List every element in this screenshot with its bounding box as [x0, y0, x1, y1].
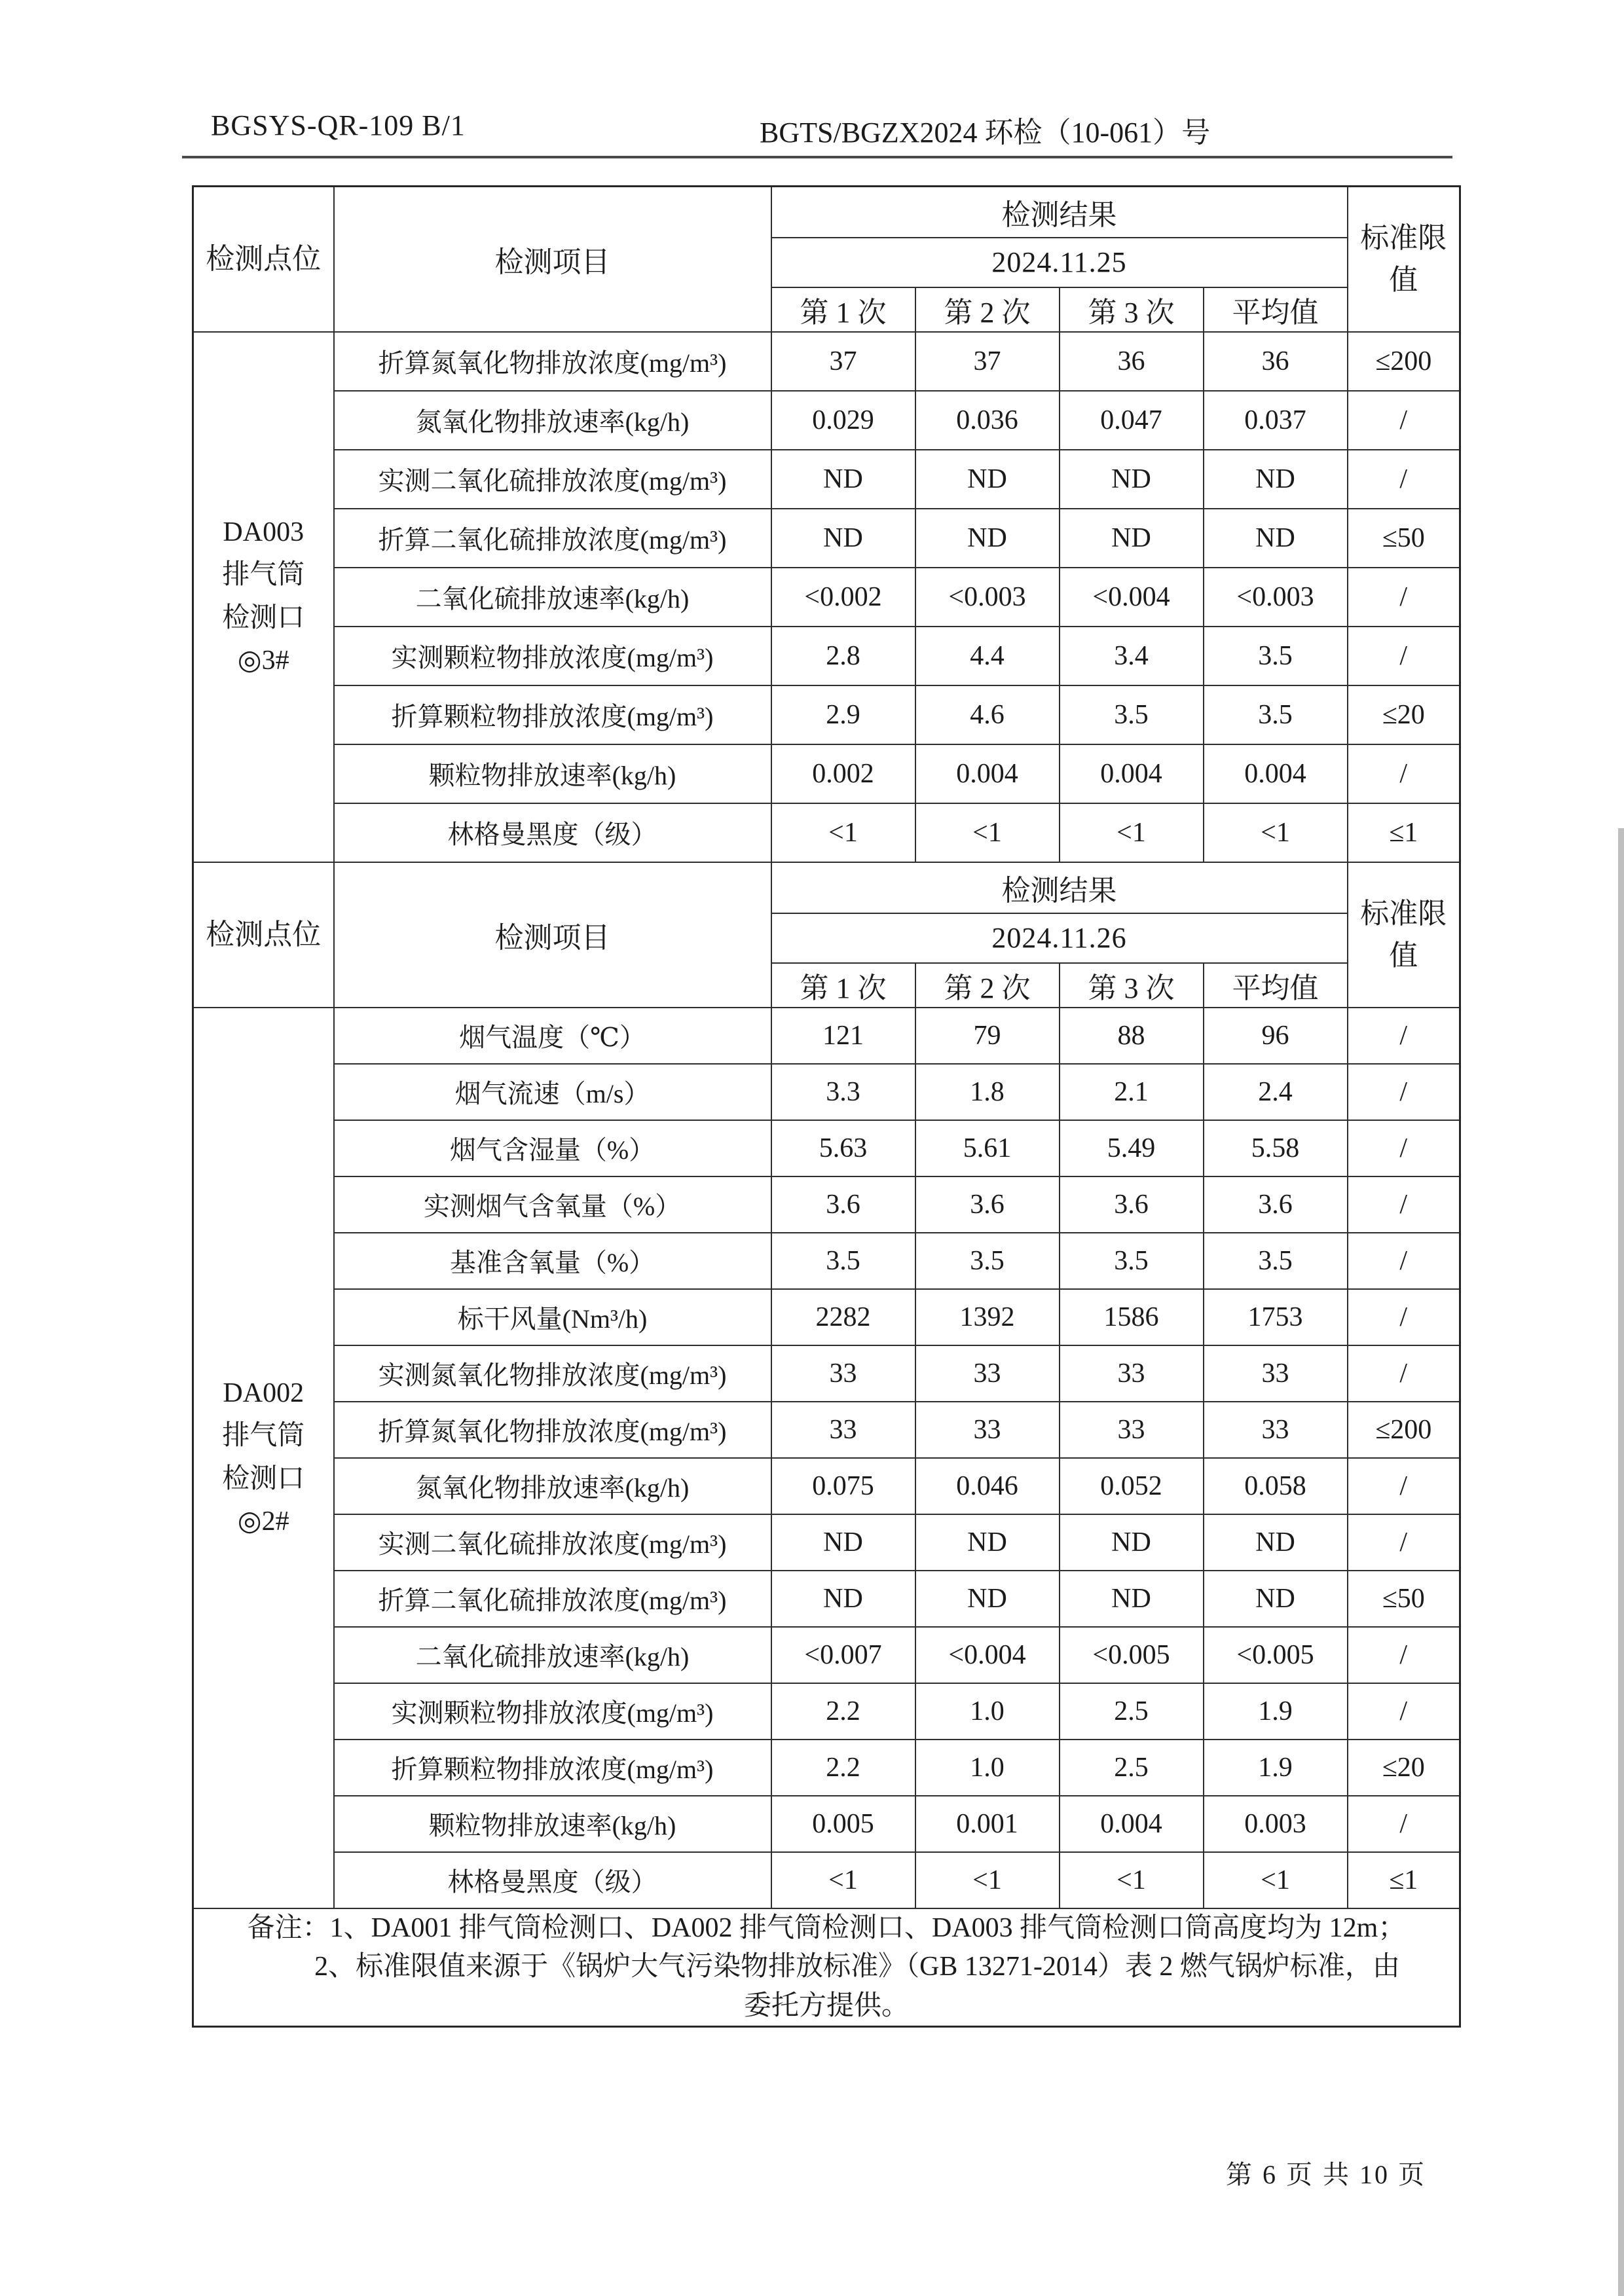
- value-cell: <0.005: [1204, 1627, 1348, 1683]
- table-row: [193, 1627, 1460, 1683]
- limit-cell: /: [1348, 1458, 1460, 1514]
- value-cell: 3.5: [1060, 685, 1204, 744]
- table-row: [193, 1796, 1460, 1852]
- value-cell: 3.6: [1204, 1176, 1348, 1233]
- value-cell: 3.5: [771, 1233, 915, 1289]
- notes-section: [193, 1908, 1460, 2027]
- value-cell: 2.4: [1204, 1064, 1348, 1120]
- value-cell: <0.002: [771, 568, 915, 627]
- item-cell: 二氧化硫排放速率(kg/h): [334, 1627, 771, 1683]
- report-table-body: [193, 187, 1460, 1908]
- value-cell: 5.49: [1060, 1120, 1204, 1176]
- item-cell: 烟气温度（℃）: [334, 1008, 771, 1064]
- table-row: [193, 1571, 1460, 1627]
- value-cell: 121: [771, 1008, 915, 1064]
- table-row: [193, 509, 1460, 568]
- item-cell: 烟气流速（m/s）: [334, 1064, 771, 1120]
- value-cell: ND: [1060, 1571, 1204, 1627]
- value-cell: <1: [771, 803, 915, 862]
- value-cell: 0.075: [771, 1458, 915, 1514]
- value-cell: 5.63: [771, 1120, 915, 1176]
- page-number: 第 6 页 共 10 页: [1226, 2160, 1426, 2189]
- value-cell: <0.007: [771, 1627, 915, 1683]
- value-cell: ND: [771, 450, 915, 509]
- limit-cell: /: [1348, 1120, 1460, 1176]
- item-cell: 林格曼黑度（级）: [334, 803, 771, 862]
- value-cell: 3.5: [915, 1233, 1060, 1289]
- point-line: DA002: [223, 1378, 304, 1409]
- value-cell: 0.036: [915, 391, 1060, 450]
- value-cell: 36: [1204, 332, 1348, 391]
- table-row: [193, 1176, 1460, 1233]
- table-row: [193, 627, 1460, 685]
- notes-cell: [193, 1908, 1460, 2027]
- table-row: [193, 1683, 1460, 1740]
- item-cell: 实测氮氧化物排放浓度(mg/m³): [334, 1345, 771, 1402]
- item-cell: 实测二氧化硫排放浓度(mg/m³): [334, 450, 771, 509]
- value-cell: 33: [1060, 1402, 1204, 1458]
- value-cell: <1: [1204, 1852, 1348, 1908]
- limit-cell: /: [1348, 1064, 1460, 1120]
- run-header: 第 2 次: [915, 287, 1060, 332]
- value-cell: 0.047: [1060, 391, 1204, 450]
- table-row: [193, 1064, 1460, 1120]
- value-cell: ND: [1060, 450, 1204, 509]
- value-cell: ND: [1204, 1571, 1348, 1627]
- notes-row: [193, 1908, 1460, 2027]
- value-cell: 0.001: [915, 1796, 1060, 1852]
- run-header: 平均值: [1204, 287, 1348, 332]
- table-row: [193, 1402, 1460, 1458]
- value-cell: 0.004: [1204, 744, 1348, 803]
- value-cell: 1.9: [1204, 1740, 1348, 1796]
- value-cell: 1586: [1060, 1289, 1204, 1345]
- value-cell: 3.5: [1060, 1233, 1204, 1289]
- limit-cell: ≤50: [1348, 1571, 1460, 1627]
- value-cell: 0.002: [771, 744, 915, 803]
- value-cell: 5.61: [915, 1120, 1060, 1176]
- limit-cell: /: [1348, 450, 1460, 509]
- value-cell: 0.004: [1060, 744, 1204, 803]
- value-cell: 2.1: [1060, 1064, 1204, 1120]
- value-cell: ND: [771, 1514, 915, 1571]
- value-cell: 3.3: [771, 1064, 915, 1120]
- date-header: 2024.11.25: [771, 238, 1348, 287]
- value-cell: 1.9: [1204, 1683, 1348, 1740]
- item-cell: 折算颗粒物排放浓度(mg/m³): [334, 1740, 771, 1796]
- table-row: [193, 332, 1460, 391]
- point-line: 排气筒: [222, 560, 305, 591]
- value-cell: 3.5: [1204, 1233, 1348, 1289]
- run-header: 第 3 次: [1060, 963, 1204, 1008]
- point-line: ◎3#: [237, 645, 289, 676]
- value-cell: ND: [1204, 450, 1348, 509]
- value-cell: 2.8: [771, 627, 915, 685]
- value-cell: 3.6: [1060, 1176, 1204, 1233]
- value-cell: 88: [1060, 1008, 1204, 1064]
- item-cell: 折算二氧化硫排放浓度(mg/m³): [334, 1571, 771, 1627]
- limit-cell: /: [1348, 1627, 1460, 1683]
- value-cell: <0.003: [915, 568, 1060, 627]
- value-cell: 2.5: [1060, 1740, 1204, 1796]
- item-cell: 折算氮氧化物排放浓度(mg/m³): [334, 332, 771, 391]
- run-header: 平均值: [1204, 963, 1348, 1008]
- value-cell: 2.9: [771, 685, 915, 744]
- table-row: [193, 1345, 1460, 1402]
- value-cell: ND: [915, 450, 1060, 509]
- value-cell: ND: [1060, 509, 1204, 568]
- table-row: [193, 1233, 1460, 1289]
- limit-cell: /: [1348, 568, 1460, 627]
- item-cell: 林格曼黑度（级）: [334, 1852, 771, 1908]
- table-row: [193, 685, 1460, 744]
- limit-cell: /: [1348, 1796, 1460, 1852]
- scan-artifact: [1618, 828, 1624, 2296]
- run-header: 第 2 次: [915, 963, 1060, 1008]
- limit-header: 标准限值: [1348, 187, 1460, 332]
- value-cell: 2.5: [1060, 1683, 1204, 1740]
- section-header-row: [193, 862, 1460, 913]
- table-row: [193, 1289, 1460, 1345]
- value-cell: <1: [1060, 803, 1204, 862]
- value-cell: <1: [771, 1852, 915, 1908]
- value-cell: 0.004: [1060, 1796, 1204, 1852]
- value-cell: 0.058: [1204, 1458, 1348, 1514]
- value-cell: 4.4: [915, 627, 1060, 685]
- limit-cell: ≤20: [1348, 685, 1460, 744]
- item-cell: 实测颗粒物排放浓度(mg/m³): [334, 1683, 771, 1740]
- value-cell: 33: [1060, 1345, 1204, 1402]
- value-cell: 3.6: [771, 1176, 915, 1233]
- limit-cell: /: [1348, 744, 1460, 803]
- item-cell: 氮氧化物排放速率(kg/h): [334, 391, 771, 450]
- value-cell: 33: [915, 1345, 1060, 1402]
- limit-cell: /: [1348, 1289, 1460, 1345]
- item-cell: 氮氧化物排放速率(kg/h): [334, 1458, 771, 1514]
- value-cell: ND: [915, 1571, 1060, 1627]
- note-line-1: 备注：1、DA001 排气筒检测口、DA002 排气筒检测口、DA003 排气筒检测口筒高度均为 12m；: [247, 1912, 1406, 1943]
- table-row: [193, 1852, 1460, 1908]
- table-row: [193, 1740, 1460, 1796]
- table-row: [193, 1120, 1460, 1176]
- point-line: 检测口: [222, 1463, 305, 1494]
- item-cell: 折算二氧化硫排放浓度(mg/m³): [334, 509, 771, 568]
- point-line: ◎2#: [237, 1506, 289, 1537]
- point-line: 检测口: [222, 602, 305, 633]
- table-row: [193, 450, 1460, 509]
- value-cell: 0.003: [1204, 1796, 1348, 1852]
- table-row: [193, 744, 1460, 803]
- table-row: [193, 1008, 1460, 1064]
- note-line-2: 2、标准限值来源于《锅炉大气污染物排放标准》（GB 13271-2014）表 2 燃气锅炉标准，由: [314, 1952, 1400, 1982]
- item-cell: 烟气含湿量（%）: [334, 1120, 771, 1176]
- table-row: [193, 568, 1460, 627]
- limit-cell: /: [1348, 1176, 1460, 1233]
- value-cell: 1753: [1204, 1289, 1348, 1345]
- run-header: 第 1 次: [771, 287, 915, 332]
- value-cell: 0.037: [1204, 391, 1348, 450]
- value-cell: ND: [915, 509, 1060, 568]
- limit-cell: ≤1: [1348, 803, 1460, 862]
- value-cell: 0.005: [771, 1796, 915, 1852]
- limit-cell: /: [1348, 1233, 1460, 1289]
- value-cell: 3.5: [1204, 685, 1348, 744]
- value-cell: 5.58: [1204, 1120, 1348, 1176]
- value-cell: <1: [1060, 1852, 1204, 1908]
- value-cell: ND: [1204, 1514, 1348, 1571]
- value-cell: 33: [915, 1402, 1060, 1458]
- limit-cell: ≤200: [1348, 332, 1460, 391]
- limit-cell: /: [1348, 1514, 1460, 1571]
- limit-cell: ≤200: [1348, 1402, 1460, 1458]
- limit-header: 标准限值: [1348, 862, 1460, 1008]
- value-cell: ND: [915, 1514, 1060, 1571]
- header-rule: [182, 156, 1452, 158]
- value-cell: ND: [1204, 509, 1348, 568]
- value-cell: <1: [1204, 803, 1348, 862]
- value-cell: <0.003: [1204, 568, 1348, 627]
- value-cell: <0.005: [1060, 1627, 1204, 1683]
- point-header: 检测点位: [193, 862, 334, 1008]
- point-cell: [193, 332, 334, 862]
- value-cell: 36: [1060, 332, 1204, 391]
- value-cell: ND: [1060, 1514, 1204, 1571]
- value-cell: <1: [915, 803, 1060, 862]
- value-cell: 33: [771, 1402, 915, 1458]
- item-header: 检测项目: [334, 862, 771, 1008]
- item-cell: 颗粒物排放速率(kg/h): [334, 744, 771, 803]
- point-header: 检测点位: [193, 187, 334, 332]
- section-header-row: [193, 187, 1460, 238]
- value-cell: ND: [771, 1571, 915, 1627]
- value-cell: 96: [1204, 1008, 1348, 1064]
- item-header: 检测项目: [334, 187, 771, 332]
- value-cell: 0.046: [915, 1458, 1060, 1514]
- limit-cell: /: [1348, 1345, 1460, 1402]
- table-row: [193, 803, 1460, 862]
- value-cell: ND: [771, 509, 915, 568]
- result-header: 检测结果: [771, 187, 1348, 238]
- value-cell: 33: [1204, 1402, 1348, 1458]
- table-row: [193, 1514, 1460, 1571]
- value-cell: 1.8: [915, 1064, 1060, 1120]
- item-cell: 基准含氧量（%）: [334, 1233, 771, 1289]
- result-header: 检测结果: [771, 862, 1348, 913]
- value-cell: 33: [1204, 1345, 1348, 1402]
- value-cell: <1: [915, 1852, 1060, 1908]
- value-cell: <0.004: [1060, 568, 1204, 627]
- value-cell: <0.004: [915, 1627, 1060, 1683]
- point-line: 排气筒: [222, 1421, 305, 1451]
- report-table: [192, 185, 1461, 2028]
- doc-code: BGSYS-QR-109 B/1: [211, 109, 466, 141]
- note-line-3: 委托方提供。: [743, 1990, 909, 2021]
- value-cell: 79: [915, 1008, 1060, 1064]
- item-cell: 实测颗粒物排放浓度(mg/m³): [334, 627, 771, 685]
- item-cell: 折算氮氧化物排放浓度(mg/m³): [334, 1402, 771, 1458]
- limit-cell: /: [1348, 391, 1460, 450]
- value-cell: 3.5: [1204, 627, 1348, 685]
- limit-cell: /: [1348, 1683, 1460, 1740]
- item-cell: 标干风量(Nm³/h): [334, 1289, 771, 1345]
- value-cell: 2282: [771, 1289, 915, 1345]
- item-cell: 二氧化硫排放速率(kg/h): [334, 568, 771, 627]
- limit-cell: ≤50: [1348, 509, 1460, 568]
- item-cell: 实测二氧化硫排放浓度(mg/m³): [334, 1514, 771, 1571]
- value-cell: 1.0: [915, 1740, 1060, 1796]
- value-cell: 1392: [915, 1289, 1060, 1345]
- run-header: 第 3 次: [1060, 287, 1204, 332]
- limit-cell: ≤1: [1348, 1852, 1460, 1908]
- value-cell: 0.052: [1060, 1458, 1204, 1514]
- value-cell: 1.0: [915, 1683, 1060, 1740]
- value-cell: 0.029: [771, 391, 915, 450]
- value-cell: 2.2: [771, 1683, 915, 1740]
- point-line: DA003: [223, 517, 304, 548]
- value-cell: 4.6: [915, 685, 1060, 744]
- value-cell: 3.6: [915, 1176, 1060, 1233]
- item-cell: 折算颗粒物排放浓度(mg/m³): [334, 685, 771, 744]
- value-cell: 0.004: [915, 744, 1060, 803]
- value-cell: 2.2: [771, 1740, 915, 1796]
- date-header: 2024.11.26: [771, 913, 1348, 963]
- run-header: 第 1 次: [771, 963, 915, 1008]
- limit-cell: ≤20: [1348, 1740, 1460, 1796]
- report-number: BGTS/BGZX2024 环检（10-061）号: [760, 117, 1211, 149]
- limit-cell: /: [1348, 1008, 1460, 1064]
- point-cell: [193, 1008, 334, 1908]
- value-cell: 33: [771, 1345, 915, 1402]
- value-cell: 37: [771, 332, 915, 391]
- item-cell: 颗粒物排放速率(kg/h): [334, 1796, 771, 1852]
- value-cell: 3.4: [1060, 627, 1204, 685]
- table-row: [193, 1458, 1460, 1514]
- item-cell: 实测烟气含氧量（%）: [334, 1176, 771, 1233]
- limit-cell: /: [1348, 627, 1460, 685]
- table-row: [193, 391, 1460, 450]
- value-cell: 37: [915, 332, 1060, 391]
